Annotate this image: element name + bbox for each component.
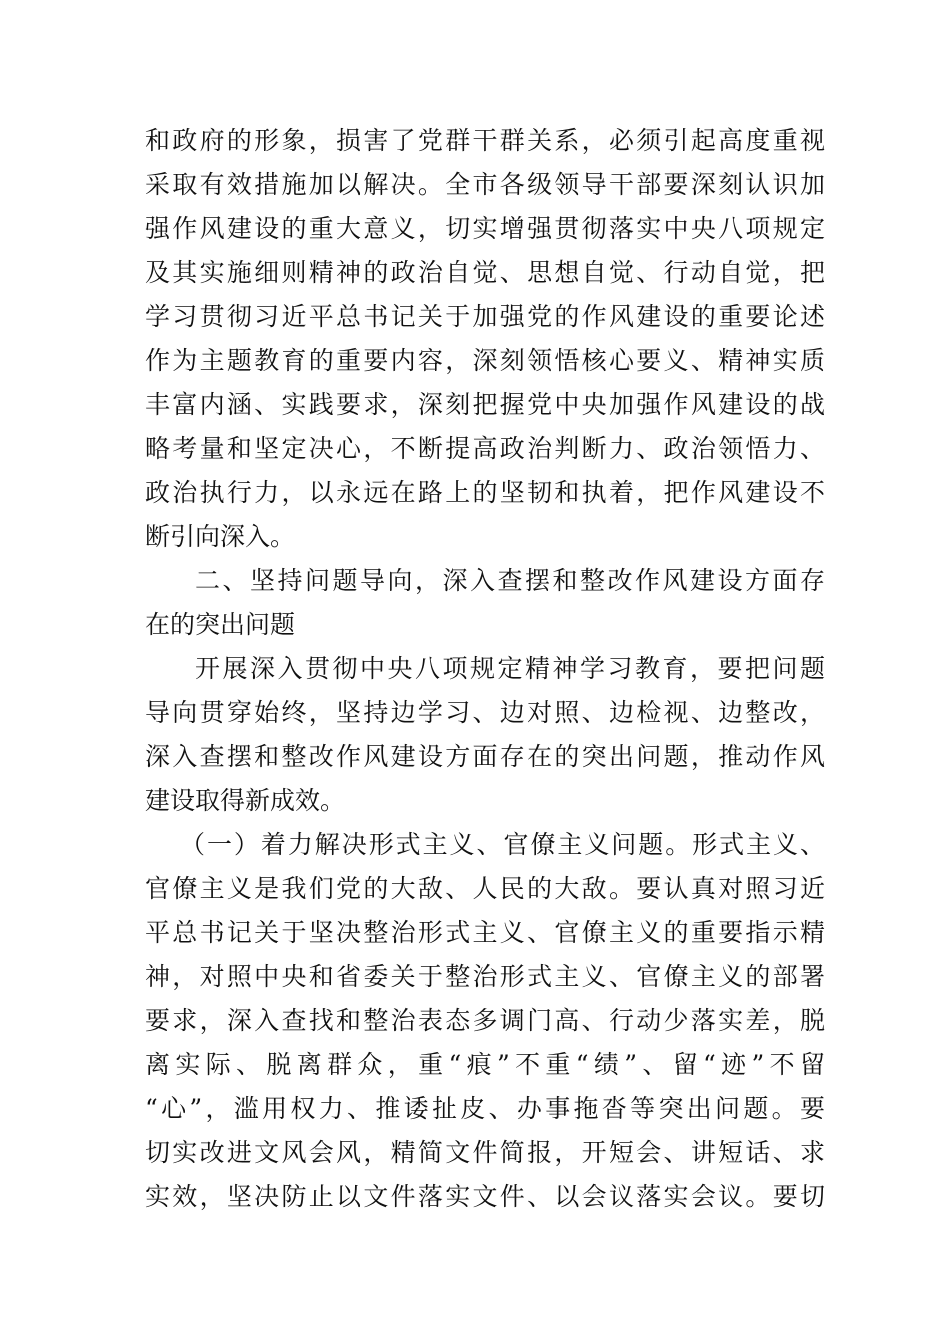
text-line: 采取有效措施加以解决。全市各级领导干部要深刻认识加 xyxy=(145,170,825,199)
text-line: 离实际、脱离群众，重“痕”不重“绩”、留“迹”不留 xyxy=(145,1050,825,1079)
text-line: 政治执行力，以永远在路上的坚韧和执着，把作风建设不 xyxy=(145,478,825,507)
text-line: 神，对照中央和省委关于整治形式主义、官僚主义的部署 xyxy=(145,962,825,991)
text-line: 要求，深入查找和整治表态多调门高、行动少落实差，脱 xyxy=(145,1006,825,1035)
text-line: 平总书记关于坚决整治形式主义、官僚主义的重要指示精 xyxy=(145,918,825,947)
text-line: 学习贯彻习近平总书记关于加强党的作风建设的重要论述 xyxy=(145,302,825,331)
section-heading-line: 在的突出问题 xyxy=(145,610,296,639)
section-heading-line: 二、坚持问题导向，深入查摆和整改作风建设方面存 xyxy=(195,566,825,595)
text-line: 强作风建设的重大意义，切实增强贯彻落实中央八项规定 xyxy=(145,214,825,243)
text-line: 及其实施细则精神的政治自觉、思想自觉、行动自觉，把 xyxy=(145,258,825,287)
text-line: 建设取得新成效。 xyxy=(145,786,346,815)
text-line: 切实改进文风会风，精简文件简报，开短会、讲短话、求 xyxy=(145,1138,825,1167)
text-line: 实效，坚决防止以文件落实文件、以会议落实会议。要切 xyxy=(145,1182,825,1211)
text-line: 开展深入贯彻中央八项规定精神学习教育，要把问题 xyxy=(195,654,825,683)
text-line: 作为主题教育的重要内容，深刻领悟核心要义、精神实质 xyxy=(145,346,825,375)
text-line: 深入查摆和整改作风建设方面存在的突出问题，推动作风 xyxy=(145,742,825,771)
text-line: 丰富内涵、实践要求，深刻把握党中央加强作风建设的战 xyxy=(145,390,825,419)
subsection-line: （一）着力解决形式主义、官僚主义问题。形式主义、 xyxy=(180,830,825,859)
text-line: 略考量和坚定决心，不断提高政治判断力、政治领悟力、 xyxy=(145,434,825,463)
text-line: 官僚主义是我们党的大敌、人民的大敌。要认真对照习近 xyxy=(145,874,825,903)
text-line: 导向贯穿始终，坚持边学习、边对照、边检视、边整改， xyxy=(145,698,825,727)
text-line: 断引向深入。 xyxy=(145,522,296,551)
text-line: 和政府的形象，损害了党群干群关系，必须引起高度重视 xyxy=(145,126,825,155)
text-line: “心”，滥用权力、推诿扯皮、办事拖沓等突出问题。要 xyxy=(145,1094,825,1123)
